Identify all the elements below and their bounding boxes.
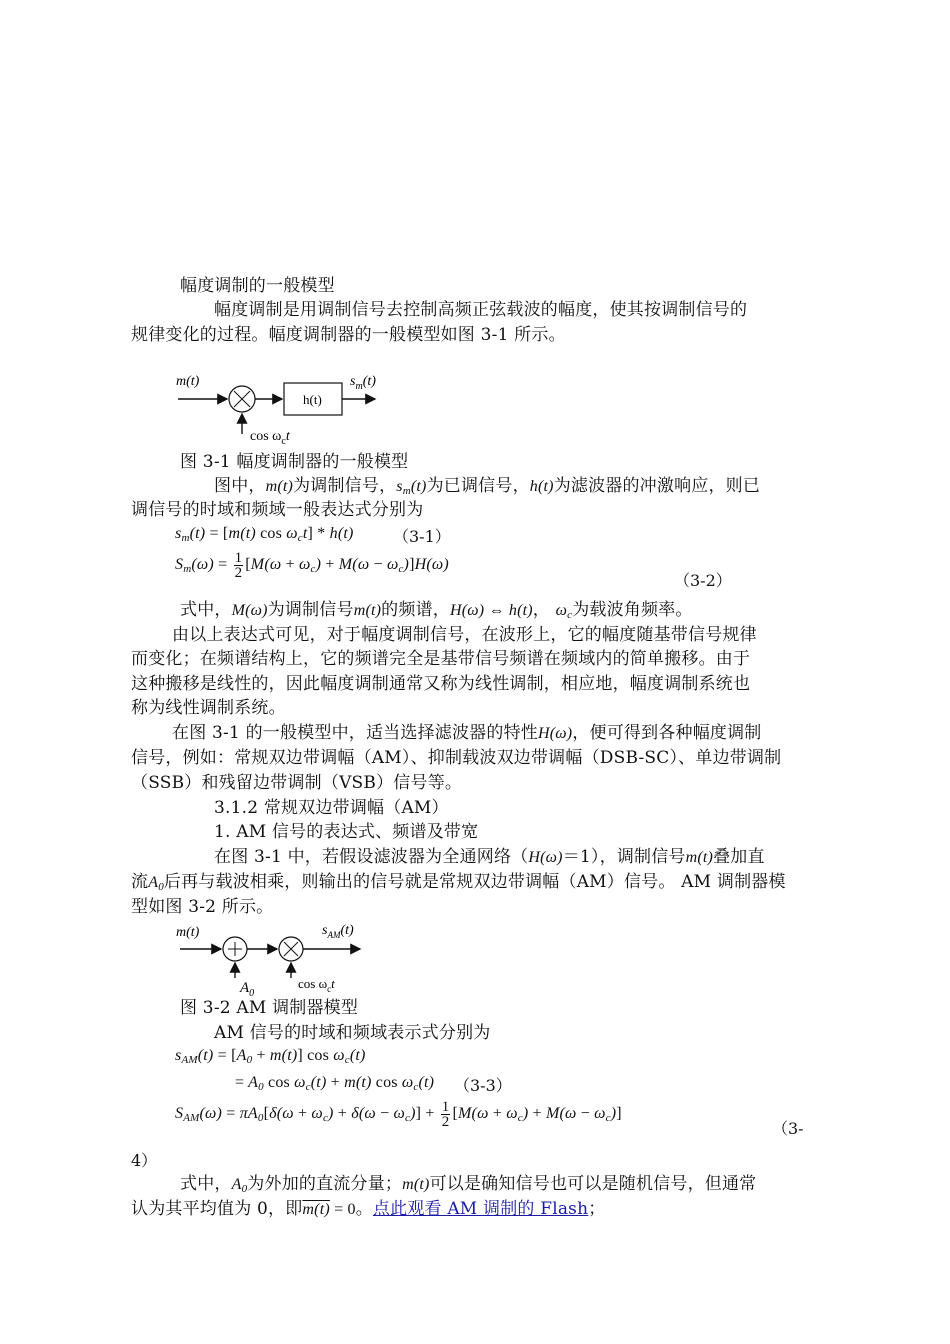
para4-line3: 这种搬移是线性的，因此幅度调制通常又称为线性调制，相应地，幅度调制系统也 xyxy=(131,674,751,694)
para6-line3: 型如图 3-2 所示。 xyxy=(131,897,274,917)
para6-line1: 在图 3-1 中，若假设滤波器为全通网络（H(ω)＝1），调制信号m(t)叠加直 xyxy=(214,847,765,867)
section-title: 幅度调制的一般模型 xyxy=(180,276,335,296)
fig1-input-label: m(t) xyxy=(176,374,200,389)
fig1-output-label: $s_m(t)$ xyxy=(350,374,376,392)
para1-line1: 幅度调制是用调制信号去控制高频正弦载波的幅度，使其按调制信号的 xyxy=(214,300,748,320)
para4-line2: 而变化；在频谱结构上，它的频谱完全是基带信号频谱在频域内的简单搬移。由于 xyxy=(131,649,751,669)
equation-3-4-number-a: （3- xyxy=(772,1119,804,1138)
equation-3-2-number: （3-2） xyxy=(674,571,732,590)
para4-line4: 称为线性调制系统。 xyxy=(131,698,286,718)
figure-3-2-diagram xyxy=(170,918,390,998)
figure-3-2-caption: 图 3-2 AM 调制器模型 xyxy=(180,998,359,1018)
para1-line2: 规律变化的过程。幅度调制器的一般模型如图 3-1 所示。 xyxy=(131,325,566,345)
filter-label: h(t) xyxy=(303,392,322,407)
para2-line2: 调信号的时域和频域一般表达式分别为 xyxy=(131,500,424,520)
fig2-output-label: $s_{AM}(t)$ xyxy=(322,923,354,940)
para5-line3: （SSB）和残留边带调制（VSB）信号等。 xyxy=(131,773,463,793)
para8-line2: 认为其平均值为 0，即m(t) = 0。点此观看 AM 调制的 Flash； xyxy=(131,1199,606,1219)
figure-3-1-diagram xyxy=(170,368,400,450)
equation-3-3-number: （3-3） xyxy=(454,1076,512,1095)
am-flash-link[interactable]: 点此观看 AM 调制的 Flash xyxy=(372,1199,589,1219)
figure-3-1-caption: 图 3-1 幅度调制器的一般模型 xyxy=(180,452,409,472)
equation-3-4: $S_{AM}(\omega) = \pi A_0[\delta(\omega + \omega_c) + \delta(\omega - \omega_c)]$ + $\frac{1}{2}$ $[M(\omega + \omega_c) + M(\omega - \omega_c)]$ xyxy=(175,1099,622,1130)
para3-line1: 式中，M(ω)为调制信号m(t)的频谱，H(ω) ⇔ h(t)， $\omega_c$为载波角频率。 xyxy=(180,600,693,621)
equation-3-2: $S_m(\omega)$ = $\frac{1}{2}$ $[M(\omega + \omega_c) + M(\omega - \omega_c)]H(\omega)$ xyxy=(175,550,449,581)
para2-line1: 图中，m(t)为调制信号，$s_m(t)$为已调信号，h(t)为滤波器的冲激响应，则已 xyxy=(214,476,761,497)
fig2-input-label: m(t) xyxy=(176,925,200,940)
para4-line1: 由以上表达式可见，对于幅度调制信号，在波形上，它的幅度随基带信号规律 xyxy=(172,625,757,645)
section-heading-3-1-2: 3.1.2 常规双边带调幅（AM） xyxy=(214,798,449,818)
equation-3-3-line2: = $A_0$ $\cos \omega_c(t) + m(t)$ $\cos \omega_c(t)$ xyxy=(235,1074,435,1093)
para8-line1: 式中，$A_0$为外加的直流分量；m(t)可以是确知信号也可以是随机信号，但通常 xyxy=(180,1174,757,1195)
para7: AM 信号的时域和频域表示式分别为 xyxy=(214,1023,491,1043)
equation-3-3-line1: $s_{AM}(t) = [A_0 + m(t)]$ $\cos \omega_c(t)$ xyxy=(175,1047,366,1066)
equation-3-1: $s_m(t) = [m(t)$ $\cos \omega_ct] * h(t)$ xyxy=(175,525,354,544)
fig2-dc-label: $A_0$ xyxy=(240,980,255,998)
subsection-heading-1: 1. AM 信号的表达式、频谱及带宽 xyxy=(214,822,479,842)
para5-line1: 在图 3-1 的一般模型中，适当选择滤波器的特性H(ω)，便可得到各种幅度调制 xyxy=(172,723,762,743)
para6-line2: 流$A_0$后再与载波相乘，则输出的信号就是常规双边带调幅（AM）信号。 AM 调制器模 xyxy=(131,872,786,893)
equation-3-1-number: （3-1） xyxy=(393,527,451,546)
equation-3-4-number-b: 4） xyxy=(131,1151,158,1170)
fig2-carrier-label: $\cos \omega_ct$ xyxy=(298,976,335,994)
para5-line2: 信号，例如：常规双边带调幅（AM）、抑制载波双边带调幅（DSB-SC）、单边带调制 xyxy=(131,748,782,768)
fig1-carrier-label: $\cos \omega_ct$ xyxy=(250,429,290,447)
